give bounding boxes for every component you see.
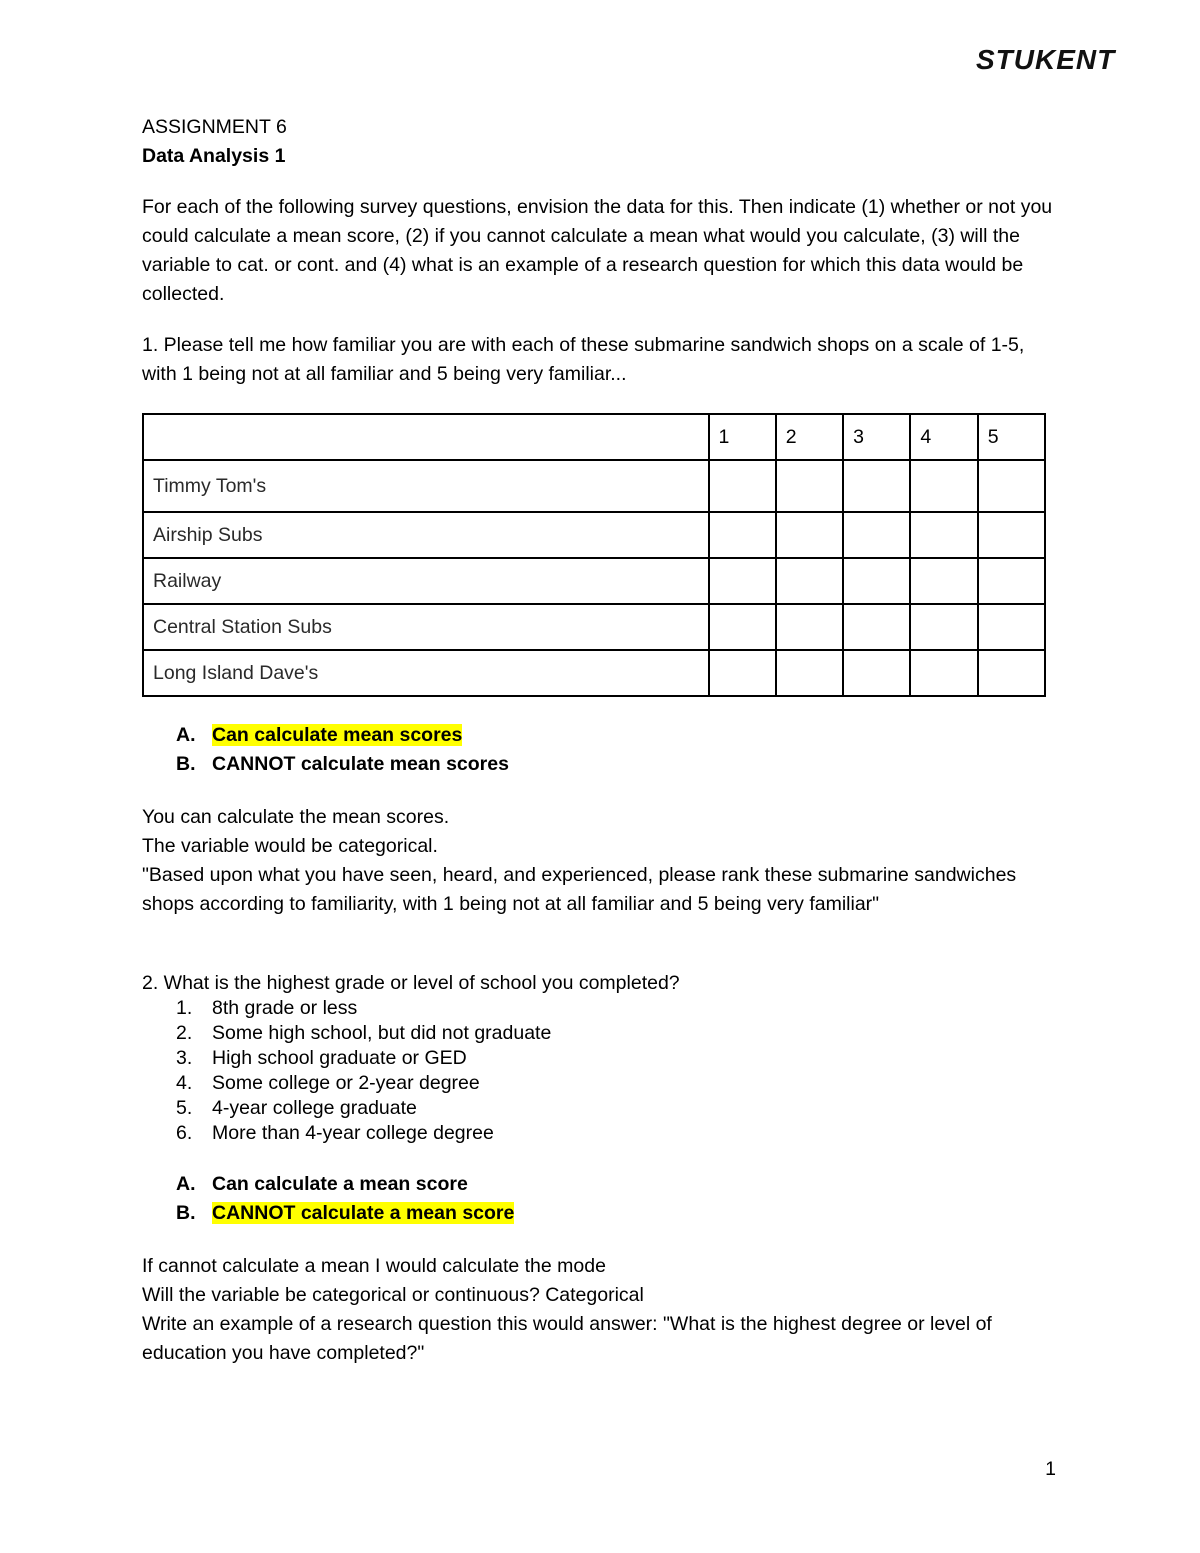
q1-answer-variable: The variable would be categorical. xyxy=(142,835,438,857)
table-row xyxy=(143,512,1045,558)
rating-cell[interactable] xyxy=(843,460,910,512)
rating-cell[interactable] xyxy=(843,558,910,604)
list-item xyxy=(142,1121,1062,1146)
table-header-row xyxy=(143,414,1045,460)
choice-text: 4-year college graduate xyxy=(212,1097,417,1119)
row-label: Railway xyxy=(143,558,709,604)
question-1-prompt: 1. Please tell me how familiar you are with each of these submarine sandwich shops on a scale of 1-5, with 1 being not at all familiar and 5 being very familiar... xyxy=(142,334,1025,385)
rating-cell[interactable] xyxy=(709,460,776,512)
stukent-logo xyxy=(976,44,1132,80)
option-text-highlighted: Can calculate mean scores xyxy=(212,724,463,746)
list-item xyxy=(142,1071,1062,1096)
choice-text: High school graduate or GED xyxy=(212,1047,467,1069)
list-item xyxy=(142,996,1062,1021)
table-header-cell: 3 xyxy=(843,414,910,460)
option-text-highlighted: CANNOT calculate a mean score xyxy=(212,1202,515,1224)
choice-marker: 1. xyxy=(176,997,193,1019)
row-label: Long Island Dave's xyxy=(143,650,709,696)
choice-marker: 6. xyxy=(176,1122,193,1144)
row-label: Timmy Tom's xyxy=(143,460,709,512)
choice-text: Some college or 2-year degree xyxy=(212,1072,480,1094)
row-label: Central Station Subs xyxy=(143,604,709,650)
page-number: 1 xyxy=(1045,1458,1056,1480)
question-1-options xyxy=(142,721,1062,779)
choice-marker: 5. xyxy=(176,1097,193,1119)
rating-cell[interactable] xyxy=(978,558,1045,604)
assignment-subtitle: Data Analysis 1 xyxy=(142,145,286,167)
choice-marker: 2. xyxy=(176,1022,193,1044)
rating-cell[interactable] xyxy=(910,604,977,650)
rating-cell[interactable] xyxy=(709,604,776,650)
table-header-cell: 1 xyxy=(709,414,776,460)
rating-cell[interactable] xyxy=(843,512,910,558)
rating-cell[interactable] xyxy=(910,558,977,604)
rating-cell[interactable] xyxy=(978,604,1045,650)
option-marker: A. xyxy=(176,724,196,746)
q2-answer-variable: Will the variable be categorical or continuous? Categorical xyxy=(142,1284,644,1306)
q1-answer-mean: You can calculate the mean scores. xyxy=(142,806,450,828)
rating-cell[interactable] xyxy=(776,512,843,558)
rating-cell[interactable] xyxy=(709,558,776,604)
rating-cell[interactable] xyxy=(910,460,977,512)
table-header-cell: 5 xyxy=(978,414,1045,460)
question-2-prompt: 2. What is the highest grade or level of school you completed? xyxy=(142,972,680,994)
rating-cell[interactable] xyxy=(978,460,1045,512)
list-item xyxy=(142,1046,1062,1071)
q2-answer-mode: If cannot calculate a mean I would calculate the mode xyxy=(142,1255,606,1277)
row-label: Airship Subs xyxy=(143,512,709,558)
table-row xyxy=(143,650,1045,696)
choice-marker: 4. xyxy=(176,1072,193,1094)
rating-cell[interactable] xyxy=(910,650,977,696)
rating-cell[interactable] xyxy=(776,650,843,696)
rating-cell[interactable] xyxy=(709,512,776,558)
assignment-title: ASSIGNMENT 6 xyxy=(142,116,287,138)
option-a xyxy=(142,721,1062,750)
table-header-cell: 2 xyxy=(776,414,843,460)
familiarity-table xyxy=(142,413,1046,697)
q1-answer-research-question: "Based upon what you have seen, heard, and experienced, please rank these submarine sandwiches shops according to familiarity, with 1 being not at all familiar and 5 being very familiar" xyxy=(142,864,1017,915)
instructions-paragraph: For each of the following survey questions, envision the data for this. Then indicate (1) whether or not you could calculate a mean score, (2) if you cannot calculate a mean what would you calculate, (3) will the variable to cat. or cont. and (4) what is an example of a research question for which this data would be collected. xyxy=(142,196,1053,305)
option-text: CANNOT calculate mean scores xyxy=(212,753,509,775)
table-header-cell: 4 xyxy=(910,414,977,460)
rating-cell[interactable] xyxy=(978,512,1045,558)
question-2-options xyxy=(142,1170,1062,1228)
rating-cell[interactable] xyxy=(843,604,910,650)
rating-cell[interactable] xyxy=(776,460,843,512)
table-row xyxy=(143,604,1045,650)
option-a xyxy=(142,1170,1062,1199)
list-item xyxy=(142,1096,1062,1121)
option-b xyxy=(142,750,1062,779)
rating-cell[interactable] xyxy=(776,558,843,604)
question-2-choices xyxy=(142,996,1062,1146)
rating-cell[interactable] xyxy=(843,650,910,696)
rating-cell[interactable] xyxy=(776,604,843,650)
choice-text: More than 4-year college degree xyxy=(212,1122,494,1144)
option-marker: B. xyxy=(176,1202,196,1224)
stukent-logo-mark xyxy=(976,44,1132,74)
q2-answer-research-question: Write an example of a research question this would answer: "What is the highest degree or level of education you have completed?" xyxy=(142,1313,992,1364)
svg-text:STUKENT: STUKENT xyxy=(976,44,1116,74)
table-row xyxy=(143,558,1045,604)
option-text: Can calculate a mean score xyxy=(212,1173,468,1195)
rating-cell[interactable] xyxy=(978,650,1045,696)
choice-marker: 3. xyxy=(176,1047,193,1069)
table-row xyxy=(143,460,1045,512)
choice-text: Some high school, but did not graduate xyxy=(212,1022,552,1044)
rating-cell[interactable] xyxy=(910,512,977,558)
choice-text: 8th grade or less xyxy=(212,997,358,1019)
rating-cell[interactable] xyxy=(709,650,776,696)
document-body xyxy=(142,113,1062,1368)
option-b xyxy=(142,1199,1062,1228)
option-marker: B. xyxy=(176,753,196,775)
list-item xyxy=(142,1021,1062,1046)
table-header-cell xyxy=(143,414,709,460)
option-marker: A. xyxy=(176,1173,196,1195)
